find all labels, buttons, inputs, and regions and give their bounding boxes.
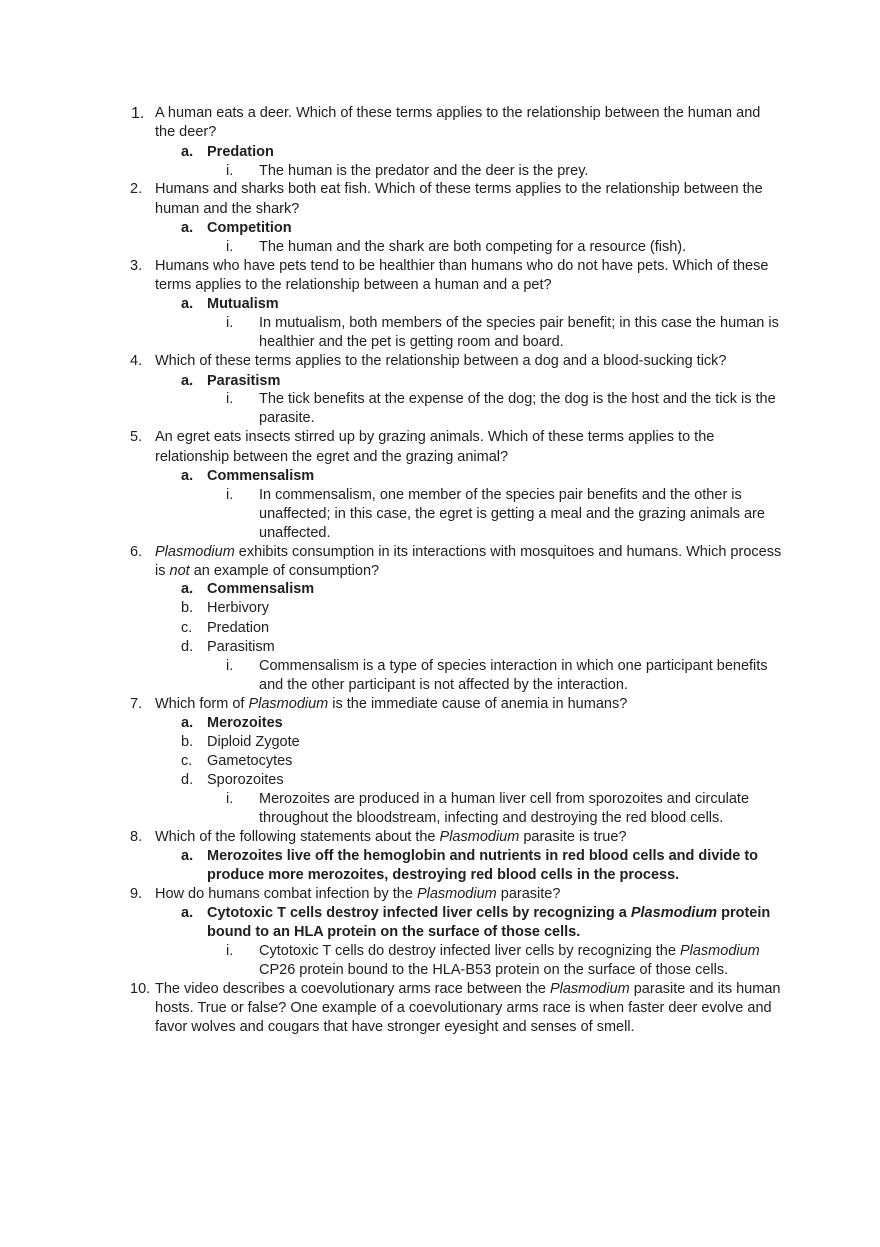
- text-span: parasite and its human: [629, 981, 781, 997]
- option-letter: a.: [181, 848, 194, 864]
- question-text: Which of these terms applies to the relationship between a dog and a blood-sucking tick?: [155, 353, 727, 369]
- question-text: [155, 562, 379, 581]
- explanation-numeral: i.: [226, 658, 234, 674]
- text-span: How do humans combat infection by the: [155, 886, 417, 902]
- question-text: [155, 543, 781, 562]
- question-number: 8.: [130, 829, 143, 845]
- explanation-numeral: i.: [226, 791, 234, 807]
- question-text: A human eats a deer. Which of these terms applies to the relationship between the human and: [155, 105, 761, 121]
- text-span: is: [155, 563, 170, 579]
- option-text: Predation: [207, 144, 274, 160]
- explanation-text: unaffected.: [259, 525, 331, 541]
- option-text: Competition: [207, 220, 292, 236]
- question-text: [155, 885, 560, 904]
- explanation-text: parasite.: [259, 410, 315, 426]
- question-text: An egret eats insects stirred up by grazing animals. Which of these terms applies to the: [155, 429, 715, 445]
- question-number: 1.: [131, 105, 145, 122]
- option-letter: a.: [181, 220, 194, 236]
- text-span: Which of the following statements about the: [155, 829, 440, 845]
- option-letter: a.: [181, 373, 194, 389]
- question-number: 5.: [130, 429, 143, 445]
- option-letter: d.: [181, 639, 194, 655]
- question-text: terms applies to the relationship between a human and a pet?: [155, 277, 552, 293]
- question-number: 2.: [130, 181, 143, 197]
- italic-term: Plasmodium: [248, 696, 329, 712]
- question-text: [155, 695, 627, 714]
- explanation-numeral: i.: [226, 315, 234, 331]
- option-letter: a.: [181, 905, 194, 921]
- explanation-numeral: i.: [226, 487, 234, 503]
- explanation-text: unaffected; in this case, the egret is getting a meal and the grazing animals are: [259, 506, 765, 522]
- option-letter: c.: [181, 620, 193, 636]
- text-span: Which form of: [155, 696, 249, 712]
- italic-term: not: [169, 563, 190, 579]
- text-span: Cytotoxic T cells destroy infected liver cells by recognizing a: [207, 905, 631, 921]
- option-letter: a.: [181, 715, 194, 731]
- explanation-numeral: i.: [226, 239, 234, 255]
- option-text: Parasitism: [207, 373, 281, 389]
- option-text: Merozoites: [207, 715, 283, 731]
- explanation-text: The human is the predator and the deer is the prey.: [259, 163, 589, 179]
- option-text: Commensalism: [207, 581, 315, 597]
- text-span: The video describes a coevolutionary arms race between the: [155, 981, 550, 997]
- explanation-text: [259, 942, 760, 961]
- option-letter: b.: [181, 734, 194, 750]
- explanation-numeral: i.: [226, 943, 234, 959]
- option-letter: a.: [181, 581, 194, 597]
- option-letter: a.: [181, 296, 194, 312]
- option-letter: c.: [181, 753, 193, 769]
- question-number: 6.: [130, 544, 143, 560]
- option-letter: a.: [181, 468, 194, 484]
- option-letter: d.: [181, 772, 194, 788]
- question-text: [155, 980, 780, 999]
- italic-term: Plasmodium: [679, 943, 760, 959]
- explanation-text: healthier and the pet is getting room and board.: [259, 334, 564, 350]
- option-text: Commensalism: [207, 468, 315, 484]
- italic-term: Plasmodium: [630, 905, 718, 921]
- option-text: Predation: [207, 620, 270, 636]
- text-span: an example of consumption?: [189, 563, 380, 579]
- question-text: Humans who have pets tend to be healthier than humans who do not have pets. Which of these: [155, 258, 769, 274]
- option-text: Gametocytes: [207, 753, 293, 769]
- option-letter: b.: [181, 600, 194, 616]
- question-text: Humans and sharks both eat fish. Which of these terms applies to the relationship between the: [155, 181, 763, 197]
- question-text: [155, 828, 627, 847]
- explanation-text: The human and the shark are both competing for a resource (fish).: [259, 239, 687, 255]
- question-number: 3.: [130, 258, 143, 274]
- option-text: Mutualism: [207, 296, 279, 312]
- question-number: 9.: [130, 886, 143, 902]
- question-text: favor wolves and cougars that have stronger eyesight and senses of smell.: [155, 1019, 635, 1035]
- explanation-numeral: i.: [226, 163, 234, 179]
- option-text: Herbivory: [207, 600, 270, 616]
- explanation-numeral: i.: [226, 391, 234, 407]
- option-letter: a.: [181, 144, 194, 160]
- explanation-text: CP26 protein bound to the HLA-B53 protein on the surface of those cells.: [259, 962, 729, 978]
- explanation-text: and the other participant is not affected by the interaction.: [259, 677, 628, 693]
- italic-term: Plasmodium: [549, 981, 630, 997]
- question-text: the deer?: [155, 124, 217, 140]
- italic-term: Plasmodium: [155, 544, 235, 560]
- explanation-text: throughout the bloodstream, infecting and destroying the red blood cells.: [259, 810, 724, 826]
- text-span: is the immediate cause of anemia in humans?: [328, 696, 628, 712]
- option-text: bound to an HLA protein on the surface of those cells.: [207, 924, 581, 940]
- option-text: Merozoites live off the hemoglobin and nutrients in red blood cells and divide to: [207, 848, 759, 864]
- text-span: Cytotoxic T cells do destroy infected liver cells by recognizing the: [259, 943, 680, 959]
- option-text: [207, 904, 770, 923]
- text-span: exhibits consumption in its interactions with mosquitoes and humans. Which process: [234, 544, 782, 560]
- explanation-text: Commensalism is a type of species interaction in which one participant benefits: [259, 658, 768, 674]
- explanation-text: In commensalism, one member of the species pair benefits and the other is: [259, 487, 742, 503]
- explanation-text: In mutualism, both members of the species pair benefit; in this case the human is: [259, 315, 779, 331]
- question-number: 7.: [130, 696, 143, 712]
- text-span: parasite?: [496, 886, 561, 902]
- question-text: hosts. True or false? One example of a coevolutionary arms race is when faster deer evolve and: [155, 1000, 772, 1016]
- question-text: human and the shark?: [155, 201, 300, 217]
- explanation-text: Merozoites are produced in a human liver cell from sporozoites and circulate: [259, 791, 750, 807]
- option-text: Sporozoites: [207, 772, 284, 788]
- option-text: produce more merozoites, destroying red blood cells in the process.: [207, 867, 680, 883]
- option-text: Parasitism: [207, 639, 275, 655]
- italic-term: Plasmodium: [416, 886, 497, 902]
- question-number: 4.: [130, 353, 143, 369]
- text-span: protein: [717, 905, 771, 921]
- italic-term: Plasmodium: [439, 829, 520, 845]
- text-span: parasite is true?: [519, 829, 627, 845]
- explanation-text: The tick benefits at the expense of the dog; the dog is the host and the tick is the: [259, 391, 776, 407]
- option-text: Diploid Zygote: [207, 734, 300, 750]
- question-number: 10.: [130, 981, 151, 997]
- question-text: relationship between the egret and the grazing animal?: [155, 449, 509, 465]
